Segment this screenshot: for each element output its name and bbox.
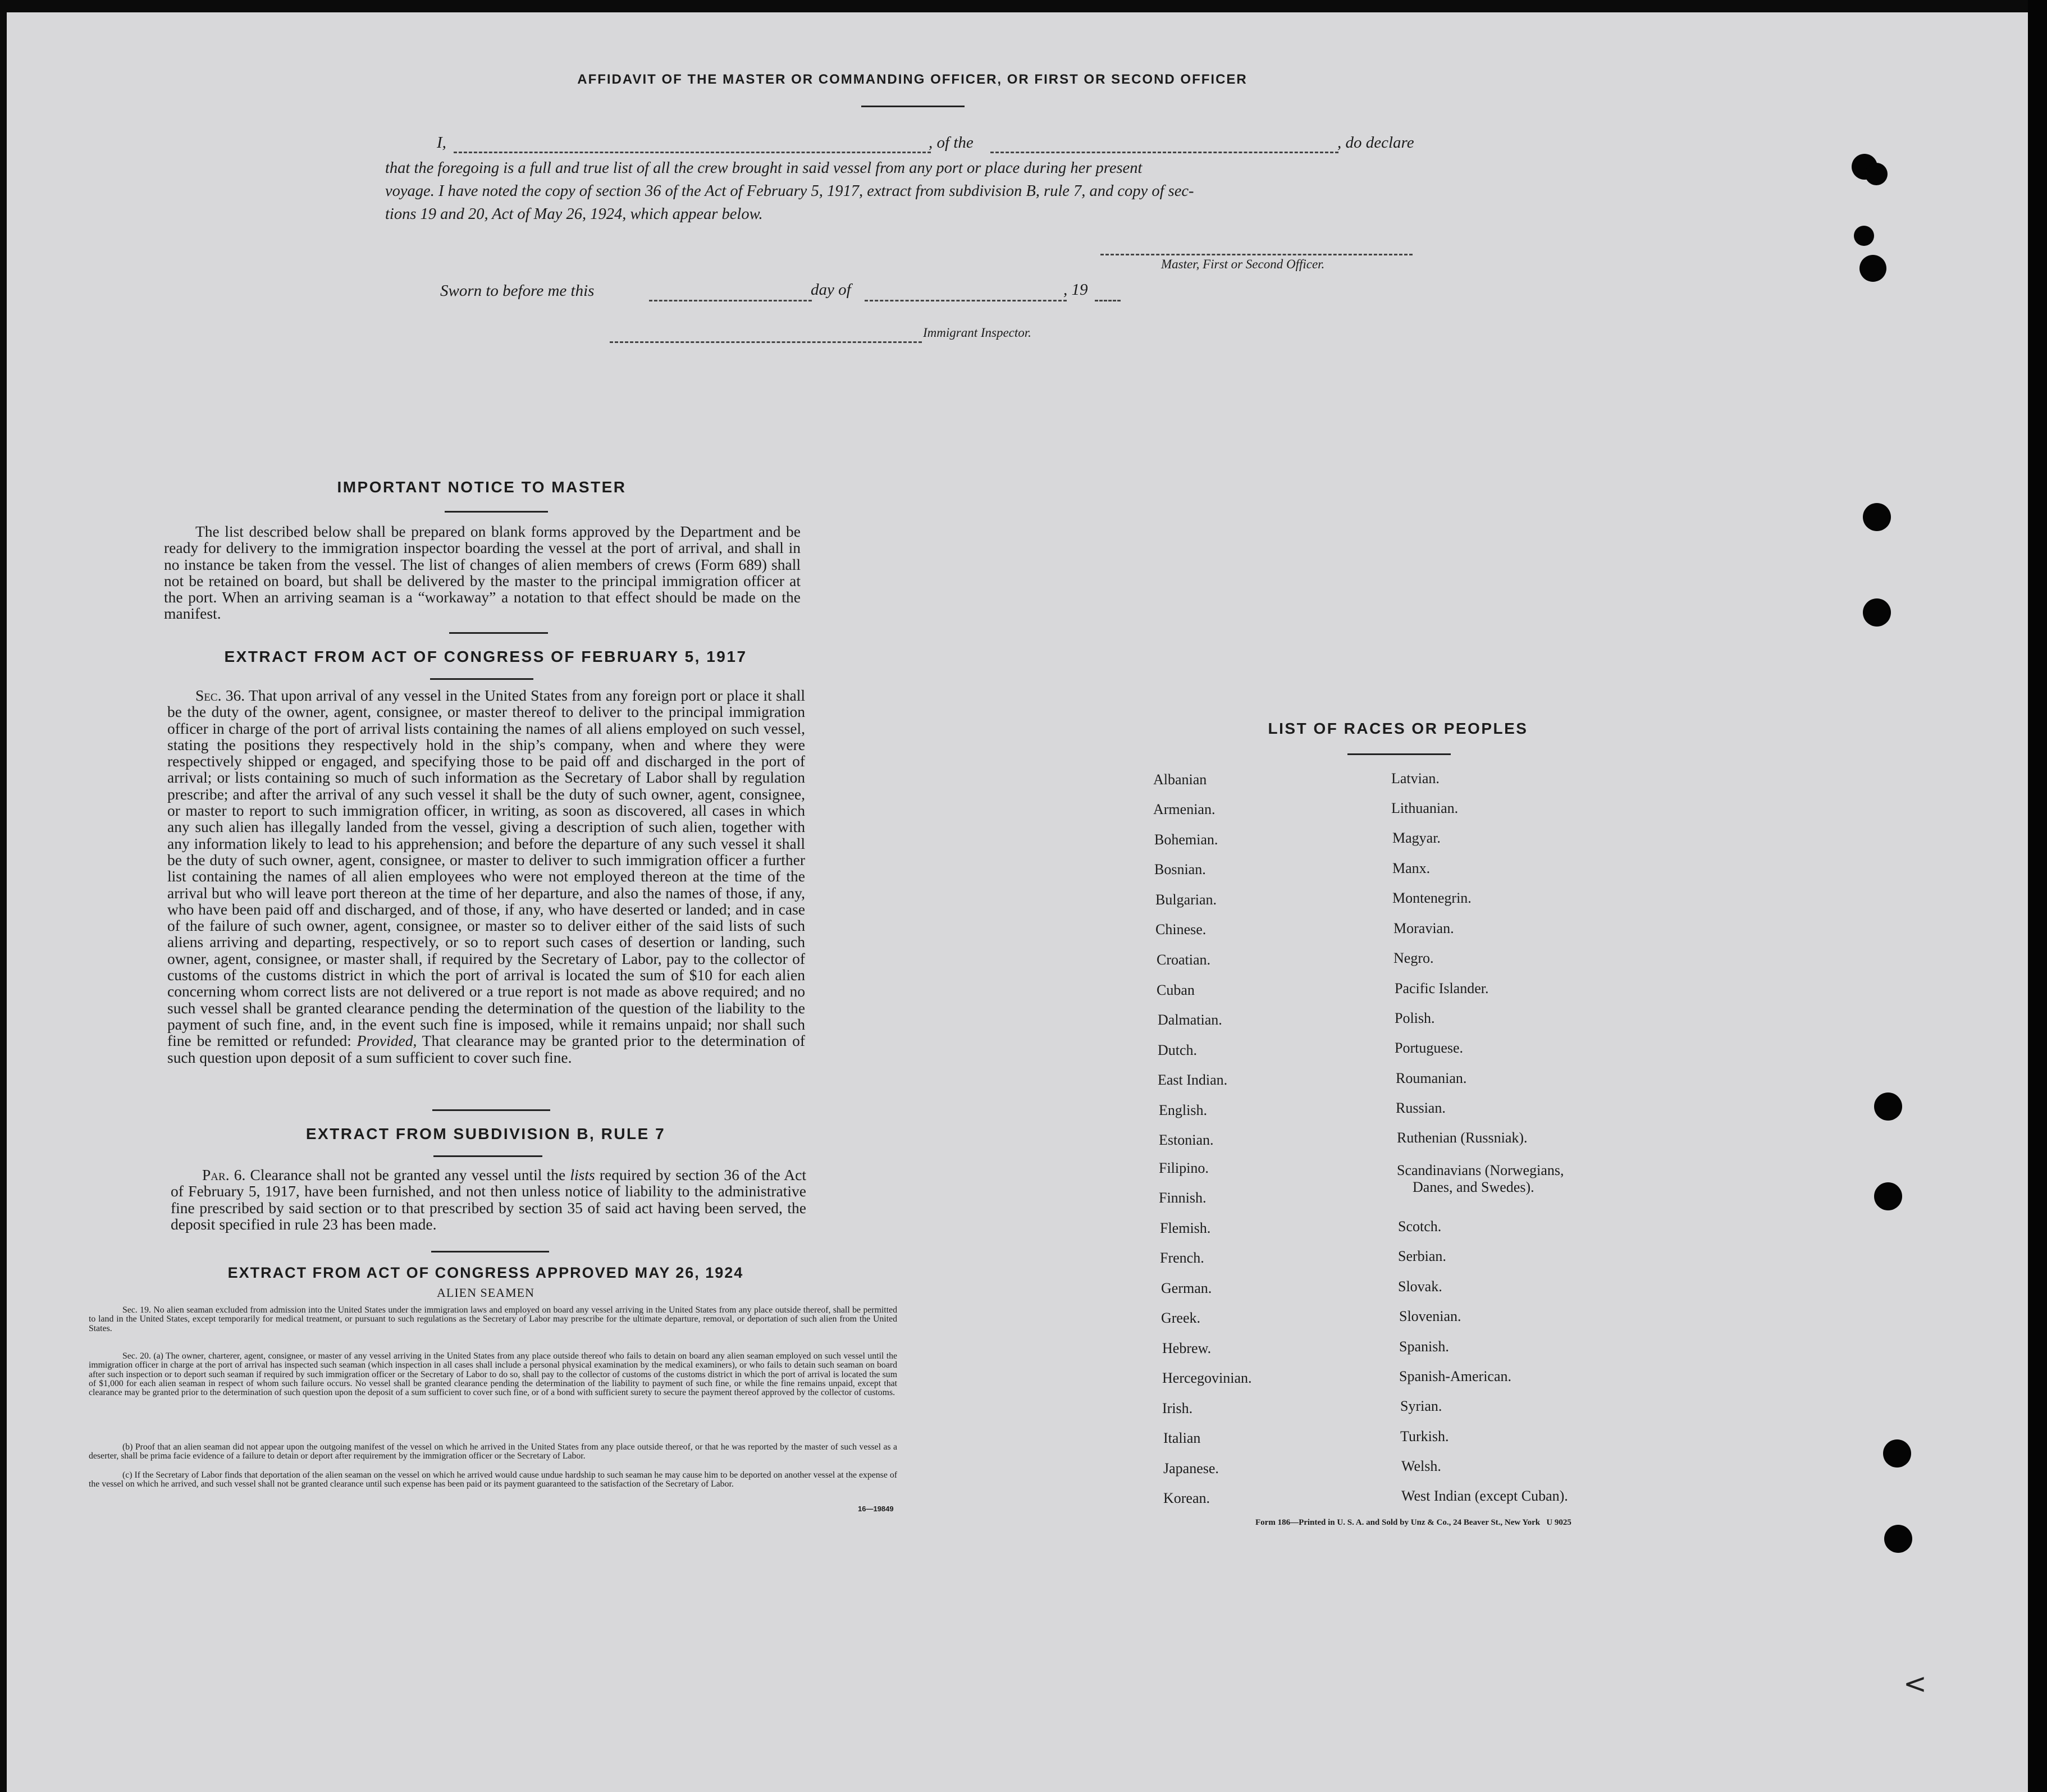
race-item: Ruthenian (Russniak). xyxy=(1397,1130,1528,1146)
race-item: Pacific Islander. xyxy=(1395,980,1489,996)
divider xyxy=(445,511,548,513)
race-item: German. xyxy=(1161,1280,1212,1296)
punch-hole xyxy=(1859,255,1886,282)
race-item: French. xyxy=(1160,1250,1204,1266)
race-item: Irish. xyxy=(1162,1400,1193,1416)
notice-paragraph: The list described below shall be prepared on blank forms approved by the Department and be ready for delivery to the immigration inspector boarding the vessel at the port of arrival, and shall in no instance be taken from the vessel. The list of changes of alien members of crews (Form 689) shall not be retained on board, but shall be delivered by the master to the principal immigration officer at the port. When an arriving seaman is a “workaway” a notation to that effect should be made on the manifest. xyxy=(164,523,801,623)
race-item: Italian xyxy=(1163,1430,1201,1446)
race-item: Bulgarian. xyxy=(1155,892,1217,908)
date-blank-line xyxy=(649,300,812,301)
name-blank-line xyxy=(454,152,931,153)
race-item: Montenegrin. xyxy=(1392,890,1472,906)
punch-hole xyxy=(1874,1182,1902,1210)
section-36-text: That upon arrival of any vessel in the United States from any foreign port or place it shall be the duty of the owner, agent, consignee, or master thereof to deliver to the principal immigration officer in charge of the port of arrival lists containing the names of all aliens employed on such vessel, stating the positions they respectively hold in the ship’s company, when and where they were respectively shipped or engaged, and specifying those to be paid off and discharged in the port of arrival; or lists containing so much of such information as the Secretary of Labor shall by regulation prescribe; and after the arrival of any such vessel it shall be the duty of such owner, agent, consignee, or master to report to such immigration officer, in writing, as soon as discovered, all cases in which any such alien has illegally landed from the vessel, giving a description of such alien, together with any information likely to lead to his apprehension; and before the departure of any such vessel it shall be the duty of such owner, agent, consignee, or master to deliver to such immigration officer a further list containing the names of all alien employees who were not employed thereon at the time of the arrival but who will leave port thereon at the time of her departure, and also the names of those, if any, who have been paid off and discharged, and of those, if any, who have deserted or landed; and in case of the failure of such owner, agent, consignee, or master so to deliver either of the said lists of such aliens arriving and departing, respectively, or so to report such cases of desertion or landing, such owner, agent, consignee, or master shall, if required by the Secretary of Labor, pay to the collector of customs of the customs district in which the port of arrival is located the sum of $10 for each alien concerning whom correct lists are not delivered or a true report is not made as above required; and no such vessel shall be granted clearance pending the determination of the question of the liability to the payment of such fine, and, in the event such fine is imposed, while it remains unpaid; nor shall such fine be remitted or refunded: xyxy=(167,687,806,1050)
affidavit-line-3: voyage. I have noted the copy of section 36 of the Act of February 5, 1917, extract from subdivision B, rule 7, and copy of sec- xyxy=(385,182,1194,200)
race-item: Danes, and Swedes). xyxy=(1413,1179,1534,1195)
master-signature-line xyxy=(1100,254,1413,255)
punch-hole xyxy=(1874,1092,1902,1121)
race-item: West Indian (except Cuban). xyxy=(1401,1488,1568,1504)
alien-seamen-subheading: ALIEN SEAMEN xyxy=(437,1286,534,1300)
inspector-label: Immigrant Inspector. xyxy=(923,326,1031,340)
divider xyxy=(430,678,533,680)
rule7-text-a: Clearance shall not be granted any vessel until the xyxy=(250,1166,566,1183)
race-item: Hercegovinian. xyxy=(1162,1370,1252,1386)
rule7-text xyxy=(171,1167,806,1232)
paragraph-label: Par. 6. xyxy=(202,1166,246,1183)
divider xyxy=(432,1109,550,1111)
affidavit-of-the: , of the xyxy=(929,134,974,152)
form-code: 16—19849 xyxy=(858,1505,894,1513)
sworn-day-of: day of xyxy=(811,281,851,299)
margin-mark: < xyxy=(1903,1667,1927,1700)
race-item: Albanian xyxy=(1153,771,1207,788)
sec-20a-text: Sec. 20. (a) The owner, charterer, agent, consignee, or master of any vessel arriving in the United States from any place outside thereof who fails to detain on board any alien seaman employed on such vessel until the immigration officer in charge at the port of arrival has inspected such seaman (which inspection in all cases shall include a personal physical examination by the medical examiners), or who fails to detain such seaman on board after such inspection or to deport such seaman if required by such immigration officer or the Secretary of Labor to do so, shall pay to the collector of customs of the customs district in which the port of arrival is located the sum of $1,000 for each alien seaman in respect of whom such failure occurs. No vessel shall be granted clearance pending the determination of the liability to payment of such fine, or while the fine remains unpaid, except that clearance may be granted prior to the determination of such question upon the deposit of a sum sufficient to cover such fine, or of a bond with sufficient surety to secure the payment thereof approved by the collector of customs. xyxy=(89,1351,897,1398)
punch-hole xyxy=(1863,598,1891,627)
section-label: Sec. 36. xyxy=(195,687,245,704)
race-item: Chinese. xyxy=(1155,921,1207,938)
inspector-signature-line xyxy=(610,341,922,343)
race-item: Roumanian. xyxy=(1396,1070,1467,1086)
affidavit-title: AFFIDAVIT OF THE MASTER OR COMMANDING OFFICER, OR FIRST OR SECOND OFFICER xyxy=(577,72,1248,87)
race-item: Finnish. xyxy=(1159,1190,1207,1206)
provided-term: Provided, xyxy=(357,1032,417,1050)
divider xyxy=(861,106,965,107)
race-item: Turkish. xyxy=(1400,1428,1449,1444)
race-item: Japanese. xyxy=(1163,1460,1219,1476)
race-item: Lithuanian. xyxy=(1391,800,1459,816)
race-item: Welsh. xyxy=(1401,1458,1441,1474)
sworn-year: , 19 xyxy=(1063,281,1088,299)
form-footer: Form 186—Printed in U. S. A. and Sold by Unz & Co., 24 Beaver St., New York U 9025 xyxy=(1255,1518,1571,1527)
race-item: Korean. xyxy=(1163,1490,1210,1506)
sec-19-text: Sec. 19. No alien seaman excluded from admission into the United States under the immigration laws and employed on board any vessel arriving in the United States from any place outside thereof, shall be permitted to land in the United States, except temporarily for medical treatment, or pursuant to such regulations as the Secretary of Labor may prescribe for the ultimate departure, removal, or deportation of such alien from the United States. xyxy=(89,1305,897,1333)
rule7-heading: EXTRACT FROM SUBDIVISION B, RULE 7 xyxy=(305,1125,666,1142)
sec-20c-text: (c) If the Secretary of Labor finds that deportation of the alien seaman on the vessel on which he arrived would cause undue hardship to such seaman he may cause him to be deported on another vessel at the expense of the vessel on which he arrived, and such vessel shall not be granted clearance until such expense has been paid or its payment guaranteed to the satisfaction of the Secretary of Labor. xyxy=(89,1470,897,1489)
race-item: Dalmatian. xyxy=(1158,1012,1222,1028)
race-item: Croatian. xyxy=(1157,952,1211,968)
race-item: Slovenian. xyxy=(1399,1308,1461,1324)
extract-1924-heading: EXTRACT FROM ACT OF CONGRESS APPROVED MAY 26, 1924 xyxy=(227,1264,744,1281)
affidavit-pronoun: I, xyxy=(437,134,446,152)
race-item: Magyar. xyxy=(1392,830,1441,846)
vessel-blank-line xyxy=(990,152,1338,153)
race-item: Spanish. xyxy=(1399,1338,1449,1355)
affidavit-line-2: that the foregoing is a full and true list of all the crew brought in said vessel from any port or place during her present xyxy=(385,159,1143,177)
sec-20b-text: (b) Proof that an alien seaman did not appear upon the outgoing manifest of the vessel on which he arrived in the United States from any place outside thereof, or that he was reported by the master of such vessel as a deserter, shall be prima facie evidence of a failure to detain or deport after requirement by the immigration officer or the Secretary of Labor. xyxy=(89,1442,897,1461)
race-item: Greek. xyxy=(1161,1310,1201,1326)
races-heading: LIST OF RACES OR PEOPLES xyxy=(1268,720,1528,737)
race-item: Russian. xyxy=(1396,1100,1446,1116)
master-signature-label: Master, First or Second Officer. xyxy=(1161,257,1325,271)
race-item: Bosnian. xyxy=(1154,861,1206,877)
divider xyxy=(1347,753,1451,755)
race-item: Estonian. xyxy=(1159,1132,1214,1148)
race-item: Manx. xyxy=(1392,860,1431,876)
race-item: East Indian. xyxy=(1158,1072,1228,1088)
scan-border xyxy=(2028,0,2047,1792)
affidavit-line-4: tions 19 and 20, Act of May 26, 1924, which appear below. xyxy=(385,205,763,223)
race-item: Latvian. xyxy=(1391,770,1440,787)
race-item: Cuban xyxy=(1157,982,1195,998)
punch-hole xyxy=(1884,1525,1912,1553)
race-item: Filipino. xyxy=(1159,1160,1209,1176)
race-item: English. xyxy=(1159,1102,1207,1118)
divider xyxy=(431,1251,549,1252)
year-blank-line xyxy=(1095,300,1121,301)
race-item: Scotch. xyxy=(1398,1218,1442,1235)
race-item: Spanish-American. xyxy=(1399,1368,1512,1384)
race-item: Armenian. xyxy=(1153,801,1216,817)
race-item: Scandinavians (Norwegians, xyxy=(1397,1162,1564,1178)
extract-1917-text xyxy=(167,687,805,1066)
divider xyxy=(433,1155,542,1157)
race-item: Polish. xyxy=(1395,1010,1435,1026)
race-item: Moravian. xyxy=(1393,920,1454,936)
rule7-text-b: required by section 36 of the Act of February 5, 1917, have been furnished, and not then unless notice of liability to the administrative fine prescribed by said section or to that prescribed by section 35 of said act having been served, the deposit specified in rule 23 has been made. xyxy=(171,1166,807,1233)
punch-hole xyxy=(1863,503,1891,531)
race-item: Slovak. xyxy=(1398,1278,1442,1295)
affidavit-do-declare: , do declare xyxy=(1337,134,1414,152)
race-item: Serbian. xyxy=(1398,1248,1446,1264)
race-item: Portuguese. xyxy=(1395,1040,1464,1056)
race-item: Dutch. xyxy=(1158,1042,1198,1058)
race-item: Bohemian. xyxy=(1154,831,1218,848)
month-blank-line xyxy=(865,300,1067,301)
sworn-text: Sworn to before me this xyxy=(440,282,595,300)
race-item: Flemish. xyxy=(1160,1220,1211,1236)
punch-hole xyxy=(1854,226,1874,246)
race-item: Hebrew. xyxy=(1162,1340,1212,1356)
punch-hole xyxy=(1865,163,1888,185)
race-item: Syrian. xyxy=(1400,1398,1442,1414)
extract-1917-heading: EXTRACT FROM ACT OF CONGRESS OF FEBRUARY 5, 1917 xyxy=(224,648,747,665)
lists-term: lists xyxy=(570,1166,595,1183)
notice-heading: IMPORTANT NOTICE TO MASTER xyxy=(337,478,627,496)
punch-hole xyxy=(1883,1439,1911,1468)
section-36-text-end: That clearance may be granted prior to the determination of such question upon deposit of a sum sufficient to cover such fine. xyxy=(167,1032,805,1066)
race-item: Negro. xyxy=(1393,950,1434,966)
divider xyxy=(449,632,548,634)
